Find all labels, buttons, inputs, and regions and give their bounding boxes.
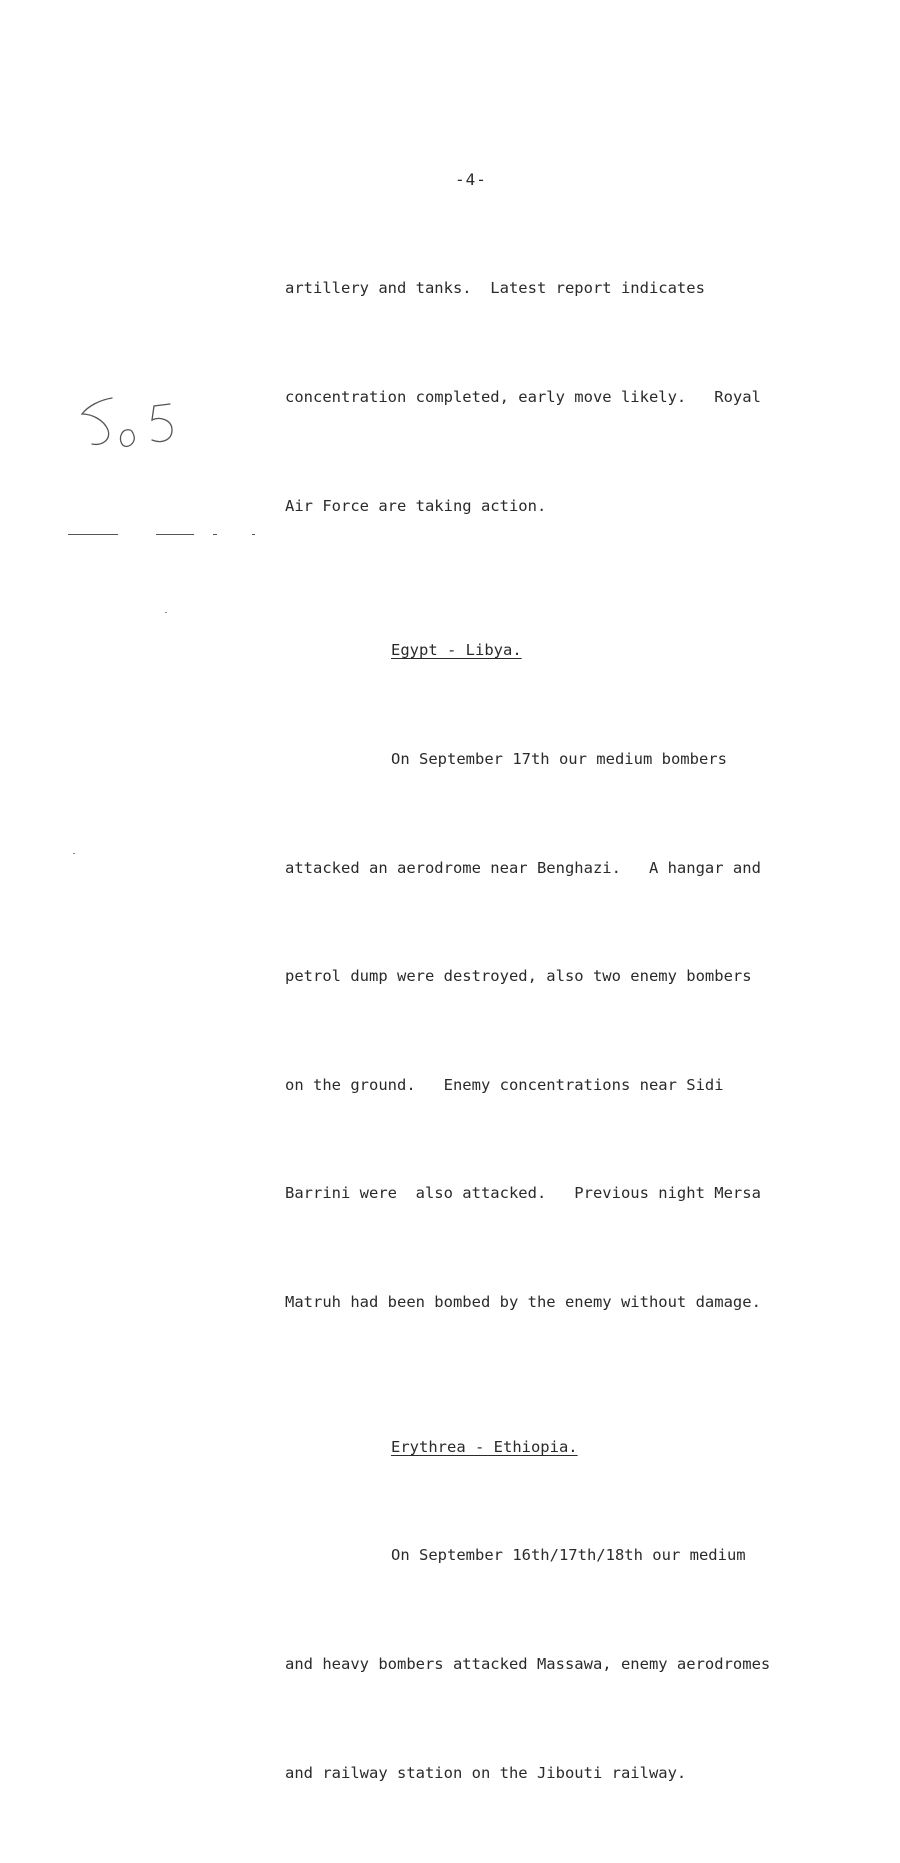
- text-line: artillery and tanks. Latest report indicates: [285, 279, 705, 298]
- margin-rule: [68, 534, 118, 535]
- text-line: Matruh had been bombed by the enemy without damage.: [285, 1292, 761, 1311]
- section-heading: [285, 1429, 845, 1465]
- body-text: [285, 198, 845, 1863]
- text-line: petrol dump were destroyed, also two enemy bombers: [285, 967, 752, 986]
- text-line: On September 16th/17th/18th our medium: [391, 1546, 746, 1565]
- text-line: On September 17th our medium bombers: [391, 749, 727, 768]
- section-heading-text: Egypt - Libya.: [391, 641, 522, 660]
- text-line: on the ground. Enemy concentrations near Sidi: [285, 1075, 724, 1094]
- page-number: -4-: [455, 170, 487, 189]
- scan-speck: [165, 612, 167, 613]
- text-line: attacked an aerodrome near Benghazi. A hangar and: [285, 858, 761, 877]
- text-line: Air Force are taking action.: [285, 496, 547, 515]
- handwritten-margin-note: [78, 392, 178, 462]
- text-line: and railway station on the Jibouti railway.: [285, 1763, 687, 1782]
- margin-rule: [252, 534, 255, 535]
- section-heading-text: Erythrea - Ethiopia.: [391, 1437, 578, 1456]
- section-heading: [285, 632, 845, 668]
- text-line: Barrini were also attacked. Previous night Mersa: [285, 1184, 761, 1203]
- text-line: and heavy bombers attacked Massawa, enemy aerodromes: [285, 1654, 771, 1673]
- margin-rule: [213, 534, 217, 535]
- scan-speck: [73, 853, 75, 854]
- text-line: concentration completed, early move likely. Royal: [285, 388, 761, 406]
- margin-rule: [156, 534, 194, 535]
